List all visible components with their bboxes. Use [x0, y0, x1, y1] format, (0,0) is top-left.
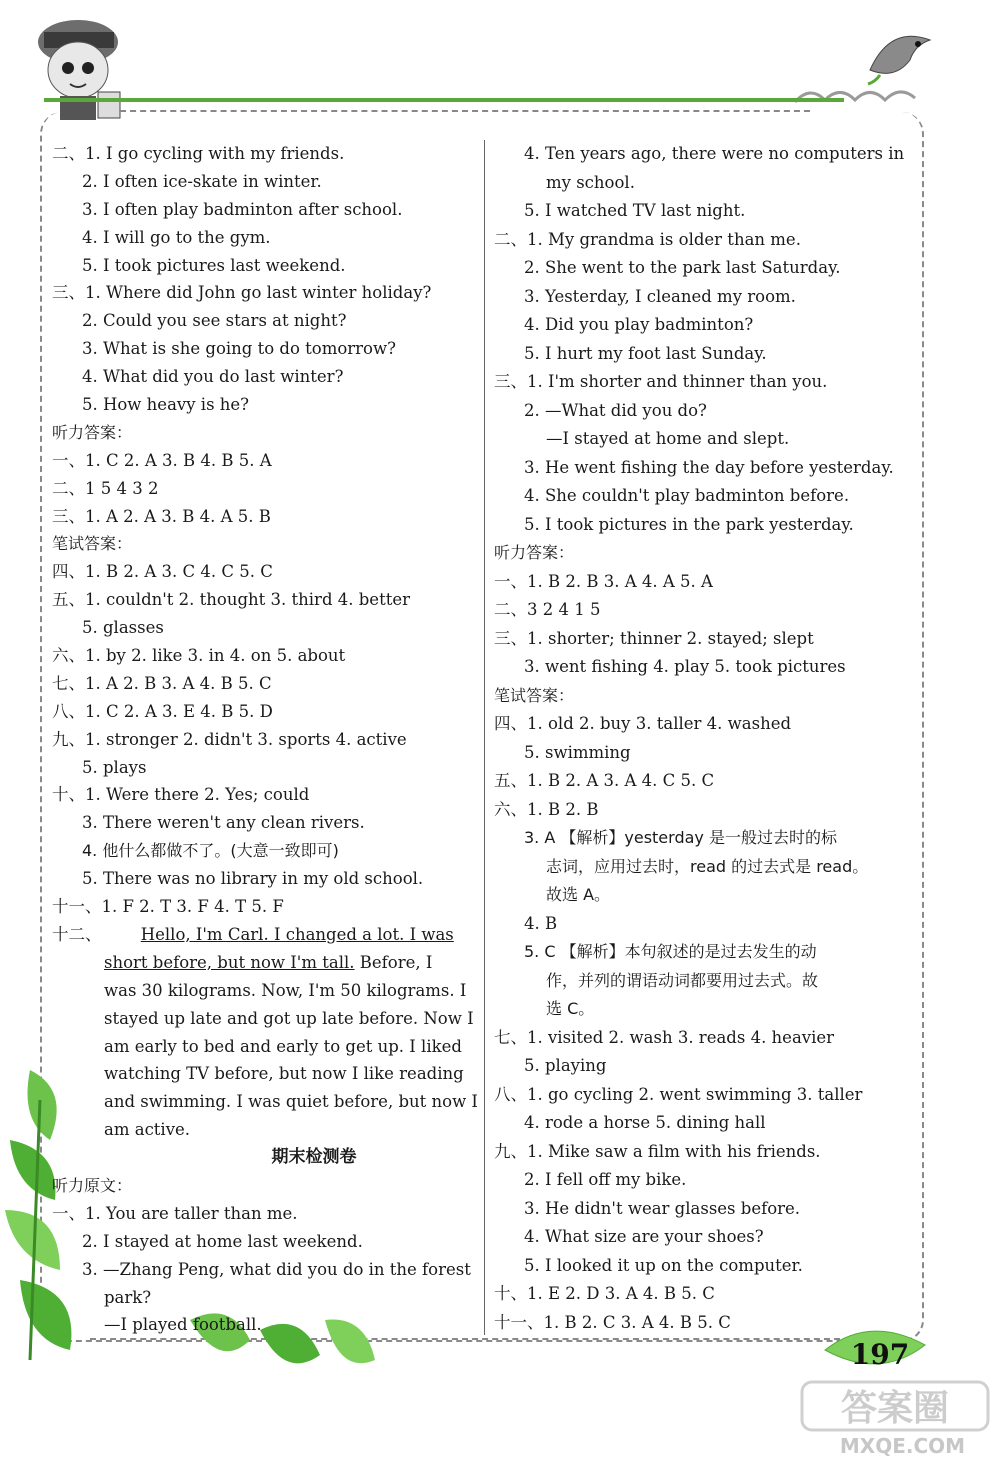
essay-line: am early to bed and early to get up. I liked: [104, 1036, 462, 1056]
answer-line: 3. —Zhang Peng, what did you do in the forest: [82, 1259, 471, 1279]
answer-line: 八、1. C 2. A 3. E 4. B 5. D: [52, 701, 273, 721]
answer-line: 二、1 5 4 3 2: [52, 478, 159, 498]
answer-line: 2. —What did you do?: [524, 400, 707, 420]
answer-line: 二、1. My grandma is older than me.: [494, 229, 801, 249]
wave-swirls-icon: [790, 80, 920, 110]
answer-line: 九、1. stronger 2. didn't 3. sports 4. active: [52, 729, 407, 749]
answer-line: 5. I took pictures last weekend.: [82, 255, 346, 275]
explanation-line: 故选 A。: [546, 885, 611, 904]
column-divider: [484, 140, 485, 1335]
answer-line: 4. Ten years ago, there were no computers in: [524, 144, 905, 163]
answer-line: 三、1. I'm shorter and thinner than you.: [494, 372, 828, 391]
essay-line: [52, 949, 476, 977]
answer-line: 5. I hurt my foot last Sunday.: [524, 343, 767, 363]
answer-line: 2. Could you see stars at night?: [82, 311, 347, 331]
answer-line: 5. How heavy is he?: [82, 395, 250, 415]
section-heading: 笔试答案：: [494, 685, 575, 705]
exam-section-title: 期末检测卷: [271, 1147, 357, 1168]
answer-line: 一、1. B 2. B 3. A 4. A 5. A: [494, 571, 713, 591]
explanation-line: 志词，应用过去时，read 的过去式是 read。: [546, 856, 869, 876]
answer-line: 5. swimming: [524, 742, 631, 762]
answer-line: 七、1. A 2. B 3. A 4. B 5. C: [52, 673, 272, 693]
answer-line: 十、1. E 2. D 3. A 4. B 5. C: [494, 1284, 715, 1303]
explanation-line: 3. A 【解析】yesterday 是一般过去时的标: [524, 828, 837, 847]
explanation-line: 5. C 【解析】本句叙述的是过去发生的动: [524, 942, 817, 961]
answer-line: 四、1. B 2. A 3. C 4. C 5. C: [52, 562, 273, 582]
essay-line: am active.: [104, 1120, 191, 1140]
answer-line: 2. I stayed at home last weekend.: [82, 1231, 363, 1251]
answer-line: 4. rode a horse 5. dining hall: [524, 1113, 766, 1132]
right-column: [494, 140, 914, 1337]
answer-line: 3. went fishing 4. play 5. took pictures: [524, 657, 846, 676]
answer-line: —I played football.: [104, 1315, 262, 1335]
answer-line: 4. What size are your shoes?: [524, 1227, 764, 1246]
answer-line: 3. I often play badminton after school.: [82, 199, 403, 219]
essay-underlined-text: short before, but now I'm tall.: [104, 952, 355, 972]
answer-line: 2. I fell off my bike.: [524, 1170, 687, 1189]
answer-line: 3. He didn't wear glasses before.: [524, 1198, 801, 1218]
essay-line: was 30 kilograms. Now, I'm 50 kilograms. I: [104, 980, 467, 1000]
answer-line: 5. plays: [82, 757, 147, 777]
answer-line: 4. Did you play badminton?: [524, 315, 754, 334]
answer-line: 3. Yesterday, I cleaned my room.: [524, 286, 796, 306]
watermark-url: MXQE.COM: [839, 1434, 966, 1458]
answer-line: 4. 他什么都做不了。(大意一致即可): [82, 841, 339, 861]
watermark-logo-icon: [800, 1380, 990, 1435]
answer-line: 5. I watched TV last night.: [524, 201, 746, 220]
header-green-line: [44, 98, 844, 102]
answer-line: 七、1. visited 2. wash 3. reads 4. heavier: [494, 1027, 835, 1047]
essay-line: watching TV before, but now I like reading: [104, 1064, 464, 1084]
answer-line: 三、1. A 2. A 3. B 4. A 5. B: [52, 506, 271, 526]
answer-line: 5. There was no library in my old school.: [82, 869, 424, 889]
answer-line: 五、1. B 2. A 3. A 4. C 5. C: [494, 771, 715, 790]
answer-line: 3. What is she going to do tomorrow?: [82, 339, 396, 359]
answer-line: 八、1. go cycling 2. went swimming 3. taller: [494, 1084, 863, 1104]
answer-line: 十一、1. F 2. T 3. F 4. T 5. F: [52, 897, 284, 917]
section-heading: 听力原文：: [52, 1175, 133, 1195]
answer-line: 4. B: [524, 913, 558, 933]
answer-line: 3. There weren't any clean rivers.: [82, 813, 365, 833]
answer-line: 九、1. Mike saw a film with his friends.: [494, 1141, 821, 1161]
page-number: 197: [850, 1338, 910, 1371]
answer-line: 2. I often ice-skate in winter.: [82, 171, 322, 191]
essay-underlined-text: Hello, I'm Carl. I changed a lot. I was: [140, 924, 454, 944]
section-heading: 听力答案：: [494, 543, 575, 562]
answer-line: —I stayed at home and slept.: [546, 429, 790, 448]
section-heading: 听力答案：: [52, 422, 133, 442]
section-heading: 笔试答案：: [52, 534, 133, 554]
answer-line: 一、1. C 2. A 3. B 4. B 5. A: [52, 450, 272, 470]
answer-line: 十一、1. B 2. C 3. A 4. B 5. C: [494, 1312, 731, 1332]
answer-line: 3. He went fishing the day before yesterday.: [524, 457, 894, 477]
explanation-line: 选 C。: [546, 999, 595, 1018]
answer-line: 三、1. Where did John go last winter holiday?: [52, 283, 432, 303]
essay-text: Before, I: [359, 952, 433, 972]
essay-line: and swimming. I was quiet before, but now I: [104, 1092, 478, 1112]
answer-line: 4. What did you do last winter?: [82, 367, 344, 387]
answer-line: 二、3 2 4 1 5: [494, 600, 601, 619]
answer-line: park?: [104, 1287, 152, 1307]
answer-line: my school.: [546, 172, 635, 192]
svg-text:答案圈: 答案圈: [840, 1388, 950, 1429]
answer-line: 五、1. couldn't 2. thought 3. third 4. better: [52, 590, 410, 610]
answer-line: 4. I will go to the gym.: [82, 227, 271, 247]
answer-line: 5. playing: [524, 1056, 607, 1075]
essay-first-line: [52, 921, 476, 949]
answer-line: 5. I looked it up on the computer.: [524, 1255, 803, 1275]
answer-line: 5. I took pictures in the park yesterday.: [524, 514, 854, 534]
essay-line: stayed up late and got up late before. Now I: [104, 1008, 474, 1028]
answer-line: 5. glasses: [82, 618, 164, 638]
answer-line: 2. She went to the park last Saturday.: [524, 258, 841, 277]
left-column: [52, 140, 476, 1339]
answer-line: 六、1. by 2. like 3. in 4. on 5. about: [52, 646, 346, 666]
answer-line: 二、1. I go cycling with my friends.: [52, 144, 345, 163]
essay-label: 十二、: [52, 924, 102, 944]
explanation-line: 作，并列的谓语动词都要用过去式。故: [546, 970, 819, 990]
answer-line: 十、1. Were there 2. Yes; could: [52, 785, 310, 805]
cartoon-boy-mascot-icon: [20, 2, 140, 122]
answer-line: 4. She couldn't play badminton before.: [524, 486, 850, 505]
answer-line: 一、1. You are taller than me.: [52, 1203, 298, 1223]
answer-line: 四、1. old 2. buy 3. taller 4. washed: [494, 714, 792, 733]
answer-line: 三、1. shorter; thinner 2. stayed; slept: [494, 628, 814, 648]
answer-line: 六、1. B 2. B: [494, 799, 599, 819]
